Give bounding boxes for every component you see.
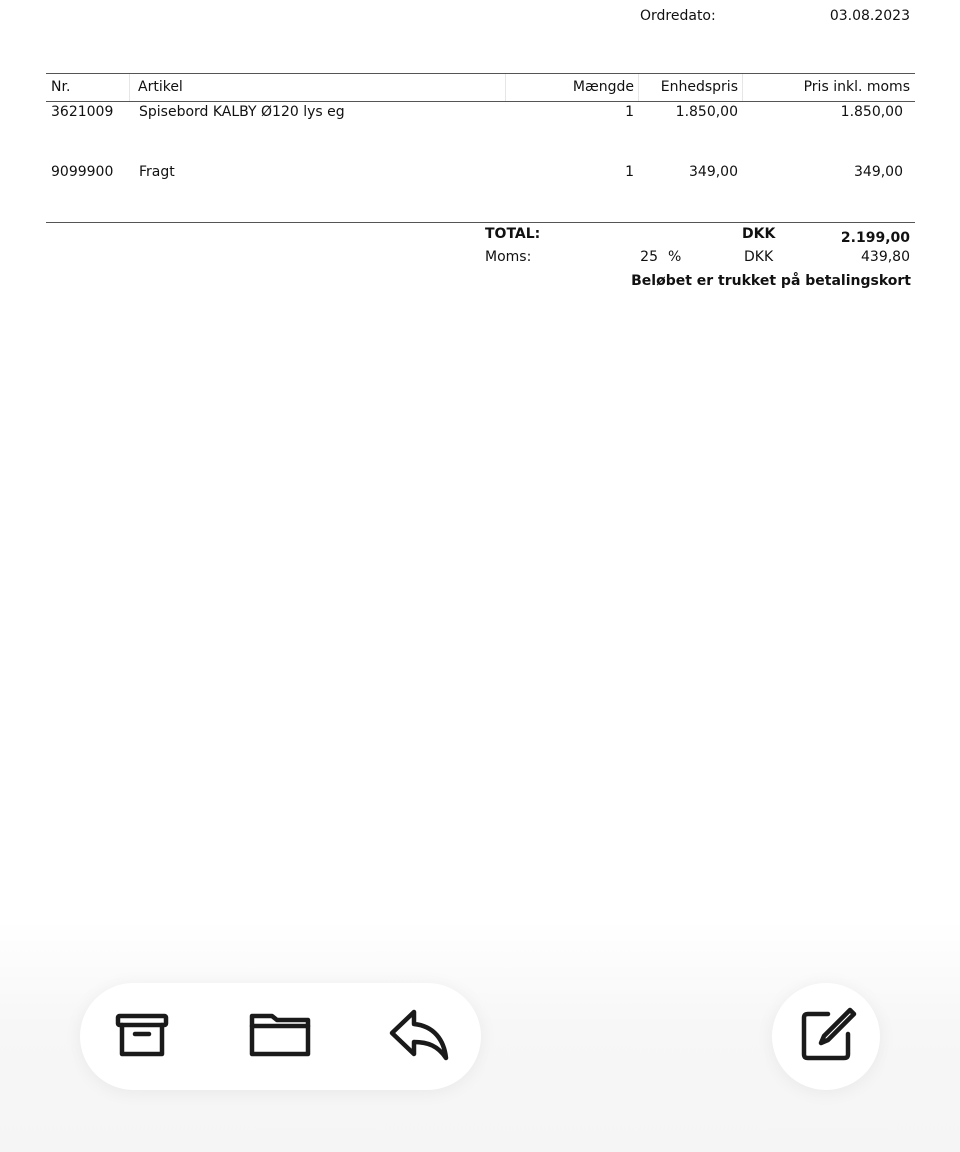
move-to-folder-button[interactable]: [240, 996, 320, 1076]
table-header-rule: [46, 101, 915, 102]
row-quantity: 1: [625, 164, 634, 180]
archive-icon: [110, 1002, 174, 1070]
table-bottom-rule: [46, 222, 915, 223]
row-nr: 9099900: [51, 164, 114, 180]
column-separator: [129, 74, 130, 101]
payment-note: Beløbet er trukket på betalingskort: [631, 273, 911, 289]
compose-button[interactable]: [786, 996, 866, 1076]
compose-icon: [794, 1002, 858, 1070]
vat-currency: DKK: [744, 249, 774, 265]
folder-icon: [248, 1002, 312, 1070]
column-separator: [742, 74, 743, 101]
column-header-nr: Nr.: [51, 79, 71, 95]
order-date-value: 03.08.2023: [829, 8, 910, 24]
order-date-label: Ordredato:: [640, 8, 716, 24]
row-price-incl-vat: 349,00: [854, 164, 903, 180]
row-nr: 3621009: [51, 104, 114, 120]
mail-action-toolbar: [80, 983, 481, 1090]
table-top-rule: [46, 73, 915, 74]
total-value: 2.199,00: [840, 230, 910, 246]
column-header-quantity: Mængde: [572, 79, 634, 95]
column-header-article: Artikel: [138, 79, 183, 95]
reply-button[interactable]: [378, 996, 458, 1076]
column-header-price-incl-vat: Pris inkl. moms: [803, 79, 910, 95]
compose-container: [772, 983, 880, 1090]
reply-icon: [386, 1002, 450, 1070]
column-separator: [505, 74, 506, 101]
column-separator: [638, 74, 639, 101]
archive-button[interactable]: [102, 996, 182, 1076]
vat-label: Moms:: [485, 249, 532, 265]
row-quantity: 1: [625, 104, 634, 120]
column-header-unit-price: Enhedspris: [660, 79, 738, 95]
total-label: TOTAL:: [485, 226, 541, 242]
row-article: Fragt: [139, 164, 175, 180]
vat-percent-sign: %: [668, 249, 682, 265]
row-unit-price: 1.850,00: [675, 104, 738, 120]
row-unit-price: 349,00: [689, 164, 738, 180]
total-currency: DKK: [742, 226, 776, 242]
vat-value: 439,80: [861, 249, 910, 265]
vat-rate: 25: [640, 249, 658, 265]
row-price-incl-vat: 1.850,00: [840, 104, 903, 120]
row-article: Spisebord KALBY Ø120 lys eg: [139, 104, 345, 120]
